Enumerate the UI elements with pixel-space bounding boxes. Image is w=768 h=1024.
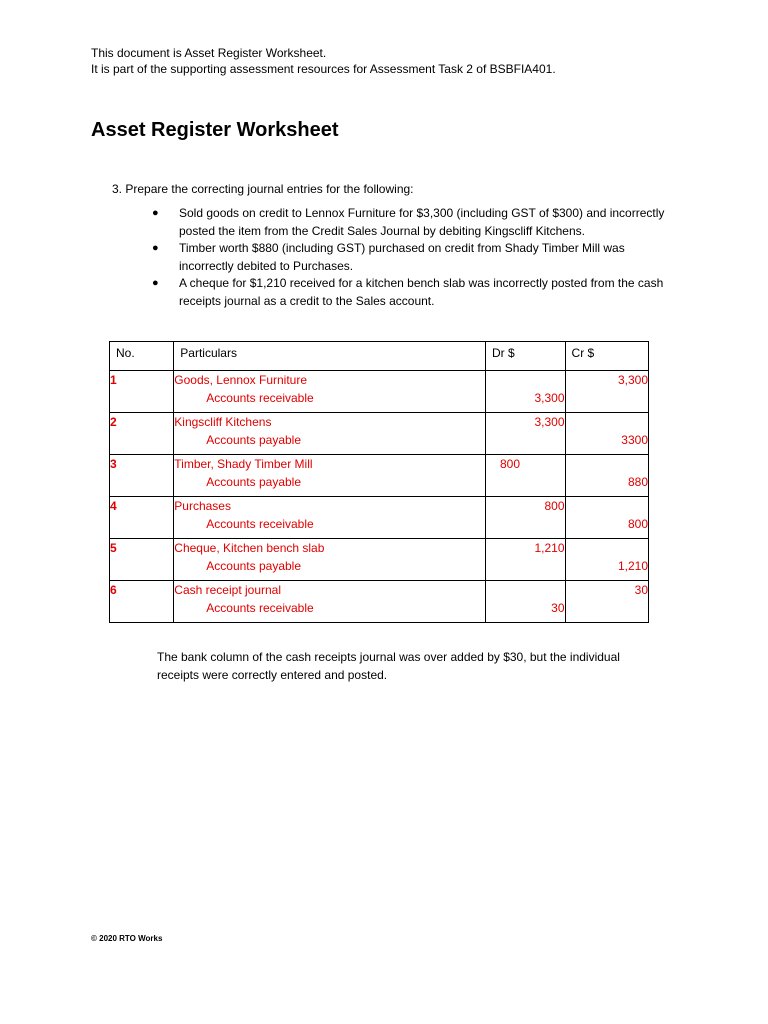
entry-number-text: 6 [110, 583, 117, 597]
table-row [110, 371, 649, 413]
entry-number-text: 3 [110, 457, 117, 471]
particulars-line-1: Purchases [174, 499, 231, 513]
credit-line-2: 1,210 [617, 559, 648, 573]
credit-line-1 [566, 497, 648, 515]
particulars-line-2: Accounts payable [206, 433, 302, 447]
entry-number-text: 2 [110, 415, 117, 429]
entry-number-text: 5 [110, 541, 117, 555]
entry-credit [565, 371, 648, 413]
credit-line-2 [566, 599, 648, 617]
question-text: 3. Prepare the correcting journal entries for the following: [112, 182, 414, 196]
entry-debit [485, 497, 565, 539]
particulars-line-2: Accounts receivable [206, 601, 314, 615]
journal-table [109, 341, 649, 623]
particulars-line-1: Cash receipt journal [174, 583, 282, 597]
credit-line-1: 30 [634, 583, 648, 597]
entry-credit [565, 539, 648, 581]
entry-particulars [174, 371, 486, 413]
table-row [110, 413, 649, 455]
document-header [91, 45, 556, 77]
entry-debit [485, 371, 565, 413]
entry-debit [485, 413, 565, 455]
entry-number [110, 497, 174, 539]
particulars-line-2: Accounts receivable [206, 391, 314, 405]
table-row [110, 539, 649, 581]
entry-number-text: 4 [110, 499, 117, 513]
header-cr: Cr $ [565, 342, 648, 371]
entry-particulars [174, 539, 486, 581]
entry-credit [565, 581, 648, 623]
particulars-line-2: Accounts receivable [206, 517, 314, 531]
credit-line-1 [566, 413, 648, 431]
entry-particulars [174, 581, 486, 623]
debit-line-1: 800 [544, 499, 565, 513]
header-no: No. [110, 342, 174, 371]
table-row [110, 581, 649, 623]
entry-credit [565, 497, 648, 539]
bullet-icon: ● [152, 242, 159, 254]
entry-number-text: 1 [110, 373, 117, 387]
entry-number [110, 455, 174, 497]
page-title: Asset Register Worksheet [91, 119, 339, 141]
table-row [110, 455, 649, 497]
entry-particulars [174, 455, 486, 497]
credit-line-2 [566, 389, 648, 407]
particulars-line-1: Cheque, Kitchen bench slab [174, 541, 325, 555]
header-line-2: It is part of the supporting assessment resources for Assessment Task 2 of BSBFIA401. [91, 62, 556, 76]
entry-debit [485, 581, 565, 623]
table-header-row [110, 342, 649, 371]
particulars-line-2: Accounts payable [206, 475, 302, 489]
particulars-line-2: Accounts payable [206, 559, 302, 573]
debit-line-2 [486, 557, 565, 575]
header-dr: Dr $ [485, 342, 565, 371]
credit-line-1 [566, 455, 648, 473]
header-particulars: Particulars [174, 342, 486, 371]
debit-line-2: 30 [551, 601, 565, 615]
debit-line-1 [486, 371, 565, 389]
bullet-icon: ● [152, 277, 159, 289]
credit-line-2: 3300 [621, 433, 648, 447]
debit-line-1: 800 [499, 457, 520, 471]
debit-line-1 [486, 581, 565, 599]
entry-debit [485, 539, 565, 581]
table-row [110, 497, 649, 539]
entry-number [110, 581, 174, 623]
entry-number [110, 371, 174, 413]
debit-line-2: 3,300 [534, 391, 565, 405]
entry-particulars [174, 497, 486, 539]
entry-number [110, 413, 174, 455]
bullet-text: Timber worth $880 (including GST) purchased on credit from Shady Timber Mill was incorrectly debited to Purchases. [179, 241, 625, 273]
debit-line-1: 1,210 [534, 541, 565, 555]
entry-credit [565, 455, 648, 497]
bullet-item [152, 240, 677, 275]
credit-line-1: 3,300 [617, 373, 648, 387]
entry-debit [485, 455, 565, 497]
bullet-text: Sold goods on credit to Lennox Furniture for $3,300 (including GST of $300) and incorrectly posted the item from the Credit Sales Journal by debiting Kingscliff Kitchens. [179, 206, 665, 238]
credit-line-1 [566, 539, 648, 557]
credit-line-2: 800 [627, 517, 648, 531]
debit-line-2 [486, 431, 565, 449]
entry-credit [565, 413, 648, 455]
entry-particulars [174, 413, 486, 455]
bullet-icon: ● [152, 207, 159, 219]
note-text: The bank column of the cash receipts journal was over added by $30, but the individual receipts were correctly entered and posted. [157, 650, 620, 682]
journal-body [110, 371, 649, 623]
credit-line-2: 880 [627, 475, 648, 489]
header-line-1: This document is Asset Register Worksheet. [91, 46, 327, 60]
bullet-list [152, 205, 677, 310]
bullet-text: A cheque for $1,210 received for a kitchen bench slab was incorrectly posted from the cash receipts journal as a credit to the Sales account. [179, 276, 664, 308]
particulars-line-1: Goods, Lennox Furniture [174, 373, 308, 387]
debit-line-1: 3,300 [534, 415, 565, 429]
particulars-line-1: Timber, Shady Timber Mill [174, 457, 313, 471]
copyright-footer: © 2020 RTO Works [91, 934, 163, 943]
bullet-item [152, 275, 677, 310]
debit-line-2 [486, 515, 565, 533]
bullet-item [152, 205, 677, 240]
entry-number [110, 539, 174, 581]
particulars-line-1: Kingscliff Kitchens [174, 415, 272, 429]
debit-line-2 [500, 473, 565, 491]
